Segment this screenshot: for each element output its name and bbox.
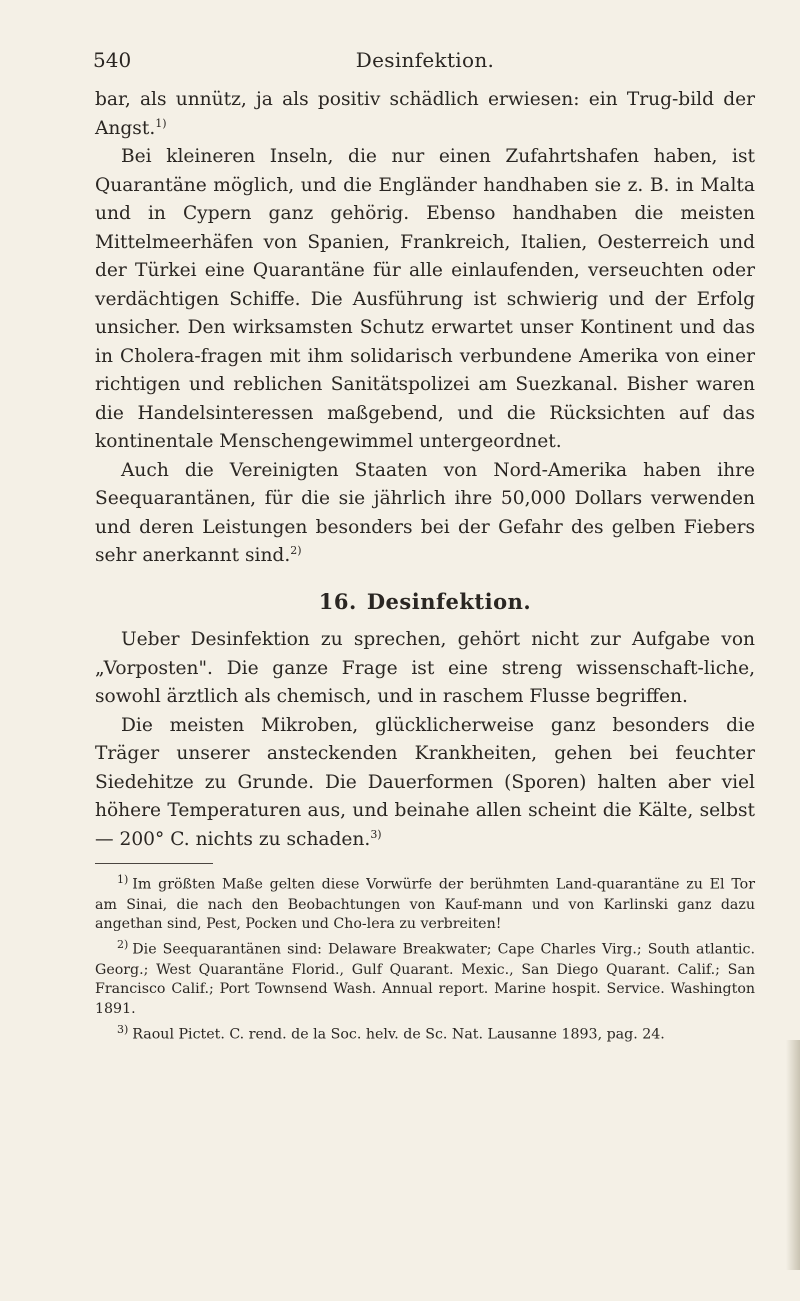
page-edge-shadow [786,1040,800,1270]
footnote: $^{2)}$ Die Seequarantänen sind: Delaware Breakwater; Cape Charles Virg.; South atlantic. Georg.; West Quarantäne Florid., Gulf Quarant. Mexic., San Diego Quarant. Calif.; San Francisco Calif.; Port Townsend Wash. Annual report. Marine hospit. Service. Washington 1891. [95,938,755,1018]
page-header [95,48,755,82]
footnote-rule [95,863,213,864]
footnote: $^{3)}$ Raoul Pictet. C. rend. de la Soc. helv. de Sc. Nat. Lausanne 1893, pag. 24. [117,1023,665,1043]
section-title: Desinfektion. [366,588,532,614]
footnote-ref[interactable]: 1) [155,116,167,130]
paragraph: Ueber Desinfektion zu sprechen, gehört nicht zur Aufgabe von „Vorposten". Die ganze Frage ist eine streng wissenschaft-liche, sowohl ärztlich als chemisch, und in raschem Flusse begriffen. [95,629,755,707]
paragraph: Die meisten Mikroben, glücklicherweise ganz besonders die Träger unserer ansteckenden Krankheiten, gehen bei feuchter Siedehitze zu Grunde. Die Dauerformen (Sporen) halten aber viel höhere Temperaturen aus, und beinahe allen scheint die Kälte, selbst — 200° C. nichts zu schaden.$^{3)}$ [95,714,755,850]
running-title: Desinfektion. [355,48,495,72]
footnote-ref[interactable]: 3) [370,827,382,841]
page [95,48,755,1046]
paragraph: bar, als unnütz, ja als positiv schädlich erwiesen: ein Trug-bild der Angst.$^{1)}$ [95,89,755,139]
footnote: $^{1)}$ Im größten Maße gelten diese Vorwürfe der berühmten Land-quarantäne zu El Tor am Sinai, die nach den Beobachtungen von Kauf-mann und von Karlinski ganz dazu angethan sind, Pest, Pocken und Cho-lera zu verbreiten! [95,873,755,933]
section-heading [95,588,755,617]
footnote-ref[interactable]: 2) [290,543,302,557]
paragraph: Auch die Vereinigten Staaten von Nord-Amerika haben ihre Seequarantänen, für die sie jährlich ihre 50,000 Dollars verwenden und deren Leistungen besonders bei der Gefahr des gelben Fiebers sehr anerkannt sind.$^{2)}$ [95,459,755,566]
paragraph: Bei kleineren Inseln, die nur einen Zufahrtshafen haben, ist Quarantäne möglich, und die Engländer handhaben sie z. B. in Malta und in Cypern ganz gehörig. Ebenso handhaben die meisten Mittelmeerhäfen von Spanien, Frankreich, Italien, Oesterreich und der Türkei eine Quarantäne für alle einlaufenden, verseuchten oder verdächtigen Schiffe. Die Ausführung ist schwierig und der Erfolg unsicher. Den wirksamsten Schutz erwartet unser Kontinent und das in Cholera-fragen mit ihm solidarisch verbundene Amerika von einer richtigen und reblichen Sanitätspolizei am Suezkanal. Bisher waren die Handelsinteressen maßgebend, und die Rücksichten auf das kontinentale Menschengewimmel untergeordnet. [95,146,755,452]
page-number: 540 [93,48,132,72]
section-number: 16. [318,588,357,614]
main-text [95,86,755,854]
footnotes [95,863,755,1046]
